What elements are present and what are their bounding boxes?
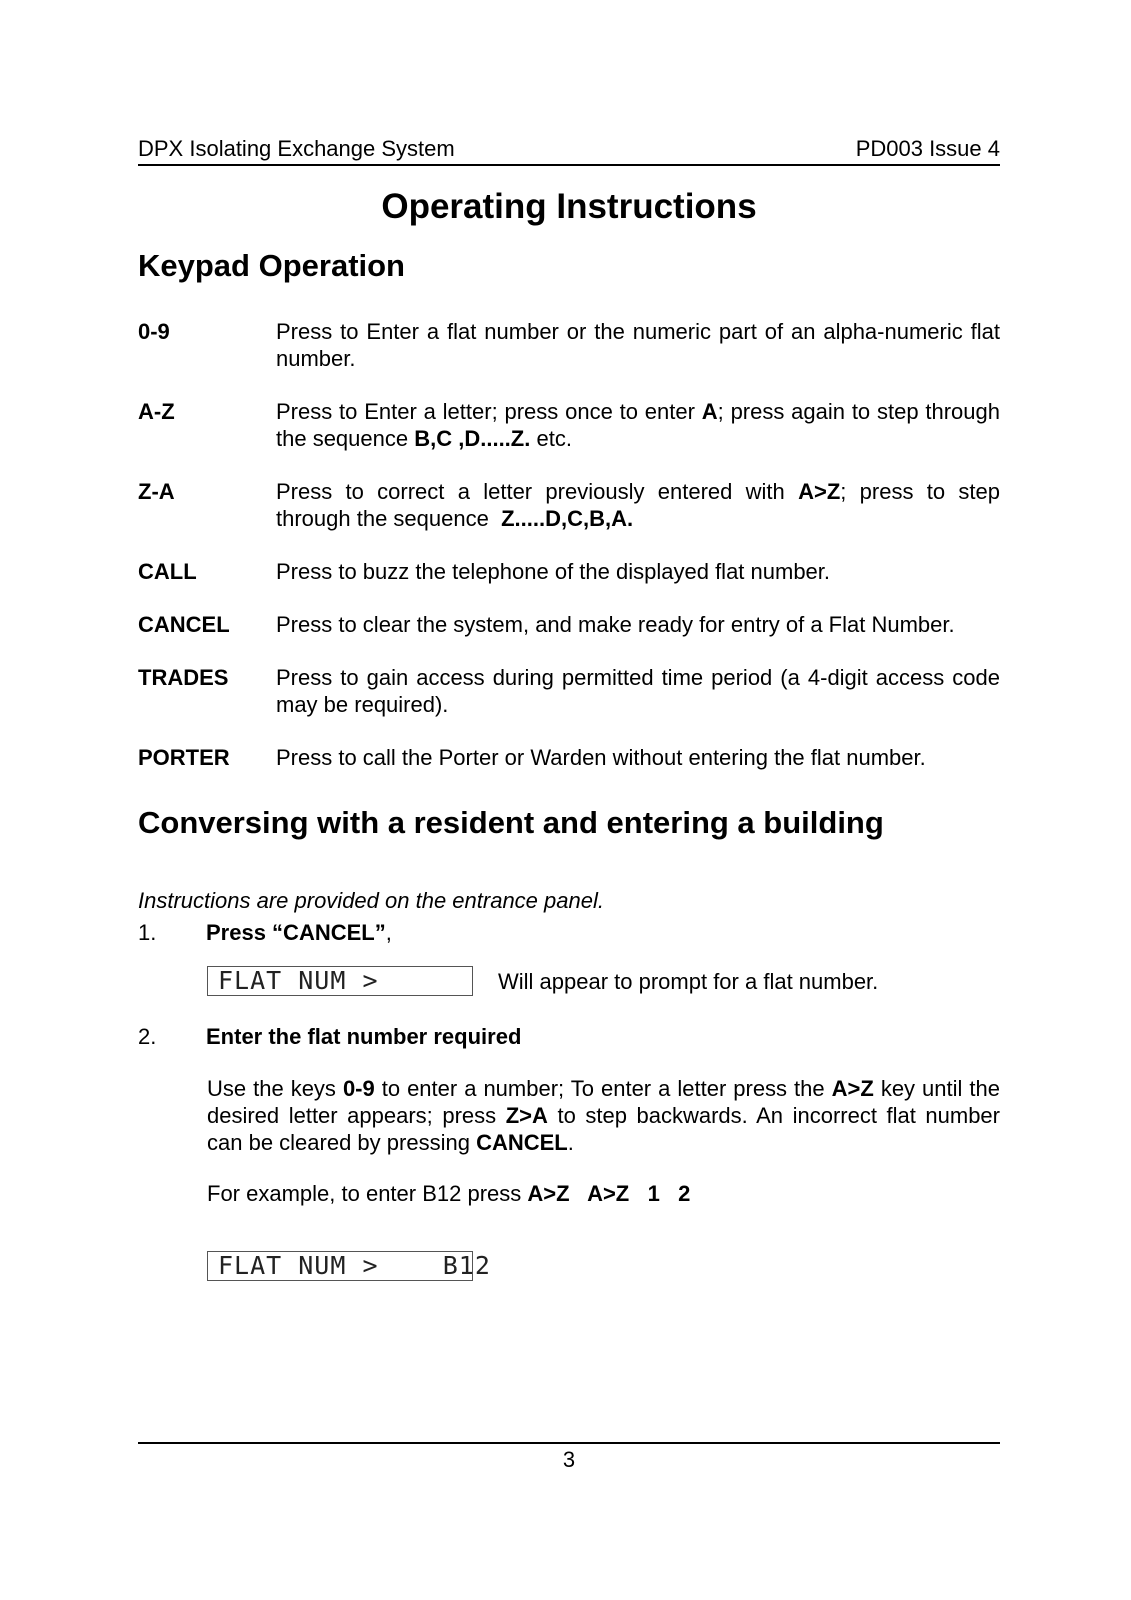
page-header (138, 136, 1000, 166)
page-number: 3 (562, 1447, 576, 1472)
keypad-key-label: 0-9 (138, 319, 170, 344)
keypad-key-description: Press to clear the system, and make ready for entry of a Flat Number. (276, 612, 955, 637)
lcd-display-example: FLAT NUM > B12 (207, 1251, 473, 1281)
step-label: Press “CANCEL” (206, 920, 386, 945)
keypad-item (138, 318, 1000, 372)
keypad-key-description: Press to call the Porter or Warden without entering the flat number. (276, 745, 926, 770)
keypad-key-description: Press to Enter a letter; press once to enter A; press again to step through the sequence B,C ,D.....Z. etc. (276, 399, 1000, 451)
keypad-item (138, 744, 1000, 771)
footer-rule (138, 1442, 1000, 1444)
keypad-item (138, 398, 1000, 452)
keypad-item (138, 558, 1000, 585)
step-1 (138, 919, 392, 946)
keypad-key-description: Press to buzz the telephone of the displayed flat number. (276, 559, 831, 584)
keypad-key-label: A-Z (138, 399, 175, 424)
header-doc-ref: PD003 Issue 4 (855, 136, 1000, 161)
keypad-key-description: Press to gain access during permitted time period (a 4-digit access code may be required). (276, 665, 1000, 717)
keypad-key-label: TRADES (138, 665, 229, 690)
keypad-item (138, 664, 1000, 718)
step-label: Enter the flat number required (206, 1024, 522, 1049)
keypad-list (138, 318, 1000, 797)
lcd-display-prompt: FLAT NUM > (207, 966, 473, 996)
keypad-item (138, 611, 1000, 638)
keypad-item (138, 478, 1000, 532)
intro-text: Instructions are provided on the entrance panel. (138, 888, 604, 913)
keypad-key-description: Press to Enter a flat number or the numeric part of an alpha-numeric flat number. (276, 319, 1000, 371)
keypad-key-description: Press to correct a letter previously entered with A>Z; press to step through the sequence Z.....D,C,B,A. (276, 479, 1000, 531)
document-page (138, 136, 1000, 1472)
instruction-paragraph: Use the keys 0-9 to enter a number; To enter a letter press the A>Z key until the desired letter appears; press Z>A to step backwards. An incorrect flat number can be cleared by pressing CANCEL. (207, 1076, 1000, 1155)
lcd-prompt-note: Will appear to prompt for a flat number. (498, 969, 879, 994)
header-doc-title: DPX Isolating Exchange System (138, 136, 455, 161)
section-heading-conversing: Conversing with a resident and entering a building (138, 805, 884, 840)
keypad-key-label: PORTER (138, 745, 230, 770)
step-label-suffix: , (385, 920, 392, 945)
step-number: 1. (138, 920, 157, 945)
step-number: 2. (138, 1024, 157, 1049)
keypad-key-label: CANCEL (138, 612, 230, 637)
example-paragraph: For example, to enter B12 press A>Z A>Z 1 2 (207, 1181, 691, 1206)
keypad-key-label: Z-A (138, 479, 175, 504)
step-2 (138, 1023, 521, 1050)
section-heading-keypad: Keypad Operation (138, 248, 405, 283)
page-title: Operating Instructions (381, 187, 757, 226)
keypad-key-label: CALL (138, 559, 197, 584)
